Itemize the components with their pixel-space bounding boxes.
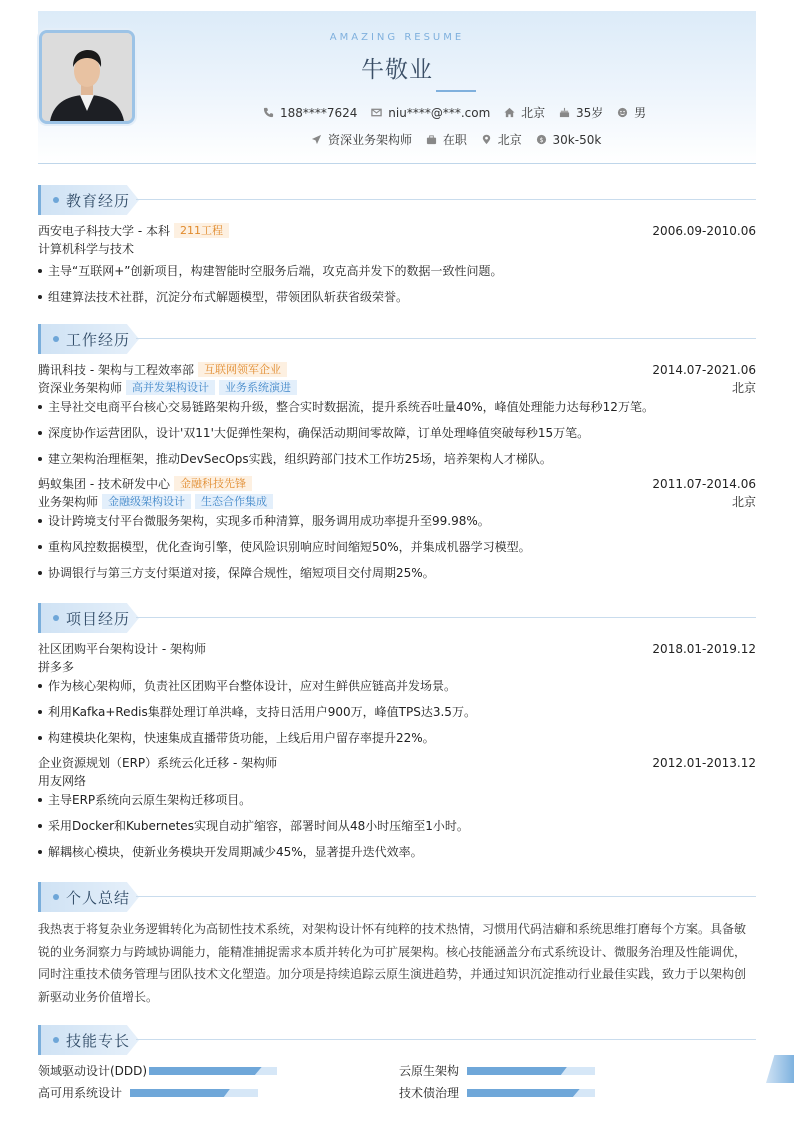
- section-title: 工作经历: [66, 331, 131, 349]
- skill-label: 技术债治理: [399, 1086, 460, 1100]
- email-item: [371, 106, 490, 120]
- section-rule: [136, 338, 756, 339]
- section-title: 教育经历: [66, 192, 131, 210]
- summary-line: 锐的业务洞察力与跨域协调能力，能精准捕捉需求本质并转化为可扩展架构。核心技能涵盖分布式系统设计、微服务治理及性能调优，: [38, 944, 747, 959]
- education-school-line: [38, 222, 756, 240]
- role-tag: 业务系统演进: [219, 380, 297, 395]
- page-corner-decoration: [766, 1055, 794, 1083]
- home-icon: [504, 107, 515, 118]
- section-dot: [53, 197, 59, 203]
- project-bullets: [38, 677, 756, 755]
- home-text: 北京: [521, 106, 546, 120]
- project-org: 拼多多: [38, 660, 75, 674]
- target-city-item: [481, 131, 522, 148]
- status-item: [426, 131, 467, 148]
- role-name: 业务架构师: [38, 495, 99, 509]
- summary-text: [38, 918, 756, 1008]
- project-name: 企业资源规划（ERP）系统云化迁移 - 架构师: [38, 756, 278, 770]
- section-summary: [38, 882, 756, 912]
- project-entry: [38, 640, 756, 755]
- company-name: 腾讯科技 - 架构与工程效率部: [38, 363, 194, 377]
- home-item: [504, 104, 545, 121]
- project-name-line: [38, 754, 756, 772]
- company-name: 蚂蚁集团 - 技术研发中心: [38, 477, 170, 491]
- skill-bar: [130, 1089, 258, 1097]
- section-dot: [53, 336, 59, 342]
- school-name: 西安电子科技大学 - 本科: [38, 224, 170, 238]
- company-tag: 金融科技先锋: [174, 476, 252, 491]
- list-item: 协调银行与第三方支付渠道对接，保障合规性，缩短项目交付周期25%。: [38, 564, 756, 590]
- location-pin-icon: [481, 134, 492, 145]
- resume-header: [38, 11, 756, 164]
- phone-item: [263, 106, 357, 120]
- skill-label: 高可用系统设计: [38, 1086, 123, 1100]
- skill-bar-fill: [467, 1067, 567, 1075]
- section-title: 个人总结: [66, 889, 131, 907]
- education-date: 2006.09-2010.06: [652, 224, 756, 238]
- role-tag: 金融级架构设计: [102, 494, 191, 509]
- gender-item: [617, 104, 646, 121]
- email-text: niu****@***.com: [388, 106, 491, 120]
- salary-item: [536, 133, 602, 147]
- target-role-item: [311, 131, 412, 148]
- section-education: [38, 185, 756, 215]
- work-entry: [38, 475, 756, 590]
- resume-page: [38, 11, 756, 1100]
- gender-text: 男: [634, 106, 647, 120]
- list-item: 重构风控数据模型，优化查询引擎，使风险识别响应时间缩短50%，并集成机器学习模型。: [38, 538, 756, 564]
- project-entry: [38, 754, 756, 869]
- list-item: 设计跨境支付平台微服务架构，实现多币种清算，服务调用成功率提升至99.98%。: [38, 512, 756, 538]
- list-item: 作为核心架构师，负责社区团购平台整体设计，应对生鲜供应链高并发场景。: [38, 677, 756, 703]
- age-item: [559, 104, 603, 121]
- section-dot: [53, 615, 59, 621]
- school-tag: 211工程: [174, 223, 229, 238]
- skill-bar-fill: [149, 1067, 262, 1075]
- summary-line: 新驱动业务价值增长。: [38, 989, 159, 1004]
- intent-row: [306, 131, 606, 148]
- work-date: 2014.07-2021.06: [652, 363, 756, 377]
- status-text: 在职: [442, 133, 467, 147]
- section-title: 技能专长: [66, 1032, 131, 1050]
- cake-icon: [559, 107, 570, 118]
- section-skills: [38, 1025, 756, 1055]
- smiley-icon: [617, 107, 628, 118]
- work-bullets: [38, 512, 756, 590]
- company-tag: 互联网领军企业: [198, 362, 287, 377]
- list-item: 组建算法技术社群，沉淀分布式解题模型，带领团队斩获省级荣誉。: [38, 288, 756, 314]
- work-role-line: [38, 379, 756, 397]
- project-date: 2018.01-2019.12: [652, 642, 756, 656]
- resume-tagline: AMAZING RESUME: [329, 32, 465, 43]
- project-name-line: [38, 640, 756, 658]
- summary-line: 同时注重技术债务管理与团队技术文化塑造。加分项是持续追踪云原生演进趋势，并通过知识沉淀推动行业最佳实践，致力于以架构创: [38, 967, 747, 981]
- phone-icon: [263, 107, 274, 118]
- project-org: 用友网络: [38, 774, 87, 788]
- project-bullets: [38, 791, 756, 869]
- skill-bar: [467, 1089, 595, 1097]
- work-bullets: [38, 398, 756, 476]
- phone-text: 188****7624: [280, 106, 358, 120]
- project-date: 2012.01-2013.12: [652, 756, 756, 770]
- work-city: 北京: [731, 381, 756, 395]
- summary-line: 我热衷于将复杂业务逻辑转化为高韧性技术系统，对架构设计怀有纯粹的技术热情，习惯用代码洁癖和系统思维打磨每个方案。具备敏: [38, 922, 747, 936]
- skill-bar: [467, 1067, 595, 1075]
- skill-bar-fill: [467, 1089, 580, 1097]
- section-rule: [136, 1039, 756, 1040]
- work-city: 北京: [731, 495, 756, 509]
- role-name: 资深业务架构师: [38, 381, 123, 395]
- skill-bar: [149, 1067, 277, 1075]
- list-item: 解耦核心模块，使新业务模块开发周期减少45%，显著提升迭代效率。: [38, 843, 756, 869]
- email-icon: [371, 107, 382, 118]
- section-rule: [136, 199, 756, 200]
- work-entry: [38, 361, 756, 476]
- list-item: 采用Docker和Kubernetes实现自动扩缩容，部署时间从48小时压缩至1小时。: [38, 817, 756, 843]
- age-text: 35岁: [575, 106, 604, 120]
- target-role-text: 资深业务架构师: [328, 133, 413, 147]
- section-rule: [136, 896, 756, 897]
- role-tag: 高并发架构设计: [126, 380, 215, 395]
- list-item: 建立架构治理框架，推动DevSecOps实践，组织跨部门技术工作坊25场，培养架构人才梯队。: [38, 450, 756, 476]
- education-major: 计算机科学与技术: [38, 242, 135, 256]
- section-rule: [136, 617, 756, 618]
- section-dot: [53, 894, 59, 900]
- name-underline: [436, 90, 476, 92]
- skill-label: 领域驱动设计(DDD): [38, 1064, 148, 1078]
- svg-text:$: $: [538, 135, 544, 144]
- candidate-name: 牛敬业: [361, 57, 433, 83]
- work-company-line: [38, 475, 756, 493]
- project-name: 社区团购平台架构设计 - 架构师: [38, 642, 206, 656]
- contact-row: [258, 104, 651, 121]
- coin-icon: [536, 134, 547, 145]
- list-item: 主导“互联网+”创新项目，构建智能时空服务后端，攻克高并发下的数据一致性问题。: [38, 262, 756, 288]
- section-projects: [38, 603, 756, 633]
- role-tag: 生态合作集成: [195, 494, 273, 509]
- section-dot: [53, 1037, 59, 1043]
- skill-label: 云原生架构: [399, 1064, 460, 1078]
- list-item: 构建模块化架构，快速集成直播带货功能，上线后用户留存率提升22%。: [38, 729, 756, 755]
- work-company-line: [38, 361, 756, 379]
- education-entry: [38, 222, 756, 314]
- education-bullets: [38, 262, 756, 314]
- list-item: 主导社交电商平台核心交易链路架构升级，整合实时数据流，提升系统吞吐量40%，峰值处理能力达每秒12万笔。: [38, 398, 756, 424]
- list-item: 主导ERP系统向云原生架构迁移项目。: [38, 791, 756, 817]
- section-work: [38, 324, 756, 354]
- skill-bar-fill: [130, 1089, 230, 1097]
- work-date: 2011.07-2014.06: [652, 477, 756, 491]
- list-item: 利用Kafka+Redis集群处理订单洪峰，支持日活用户900万，峰值TPS达3.5万。: [38, 703, 756, 729]
- target-city-text: 北京: [497, 133, 522, 147]
- salary-text: 30k-50k: [552, 133, 602, 147]
- section-title: 项目经历: [66, 610, 131, 628]
- list-item: 深度协作运营团队，设计'双11'大促弹性架构，确保活动期间零故障，订单处理峰值突破每秒15万笔。: [38, 424, 756, 450]
- paper-plane-icon: [311, 134, 322, 145]
- work-role-line: [38, 493, 756, 511]
- briefcase-icon: [426, 134, 437, 145]
